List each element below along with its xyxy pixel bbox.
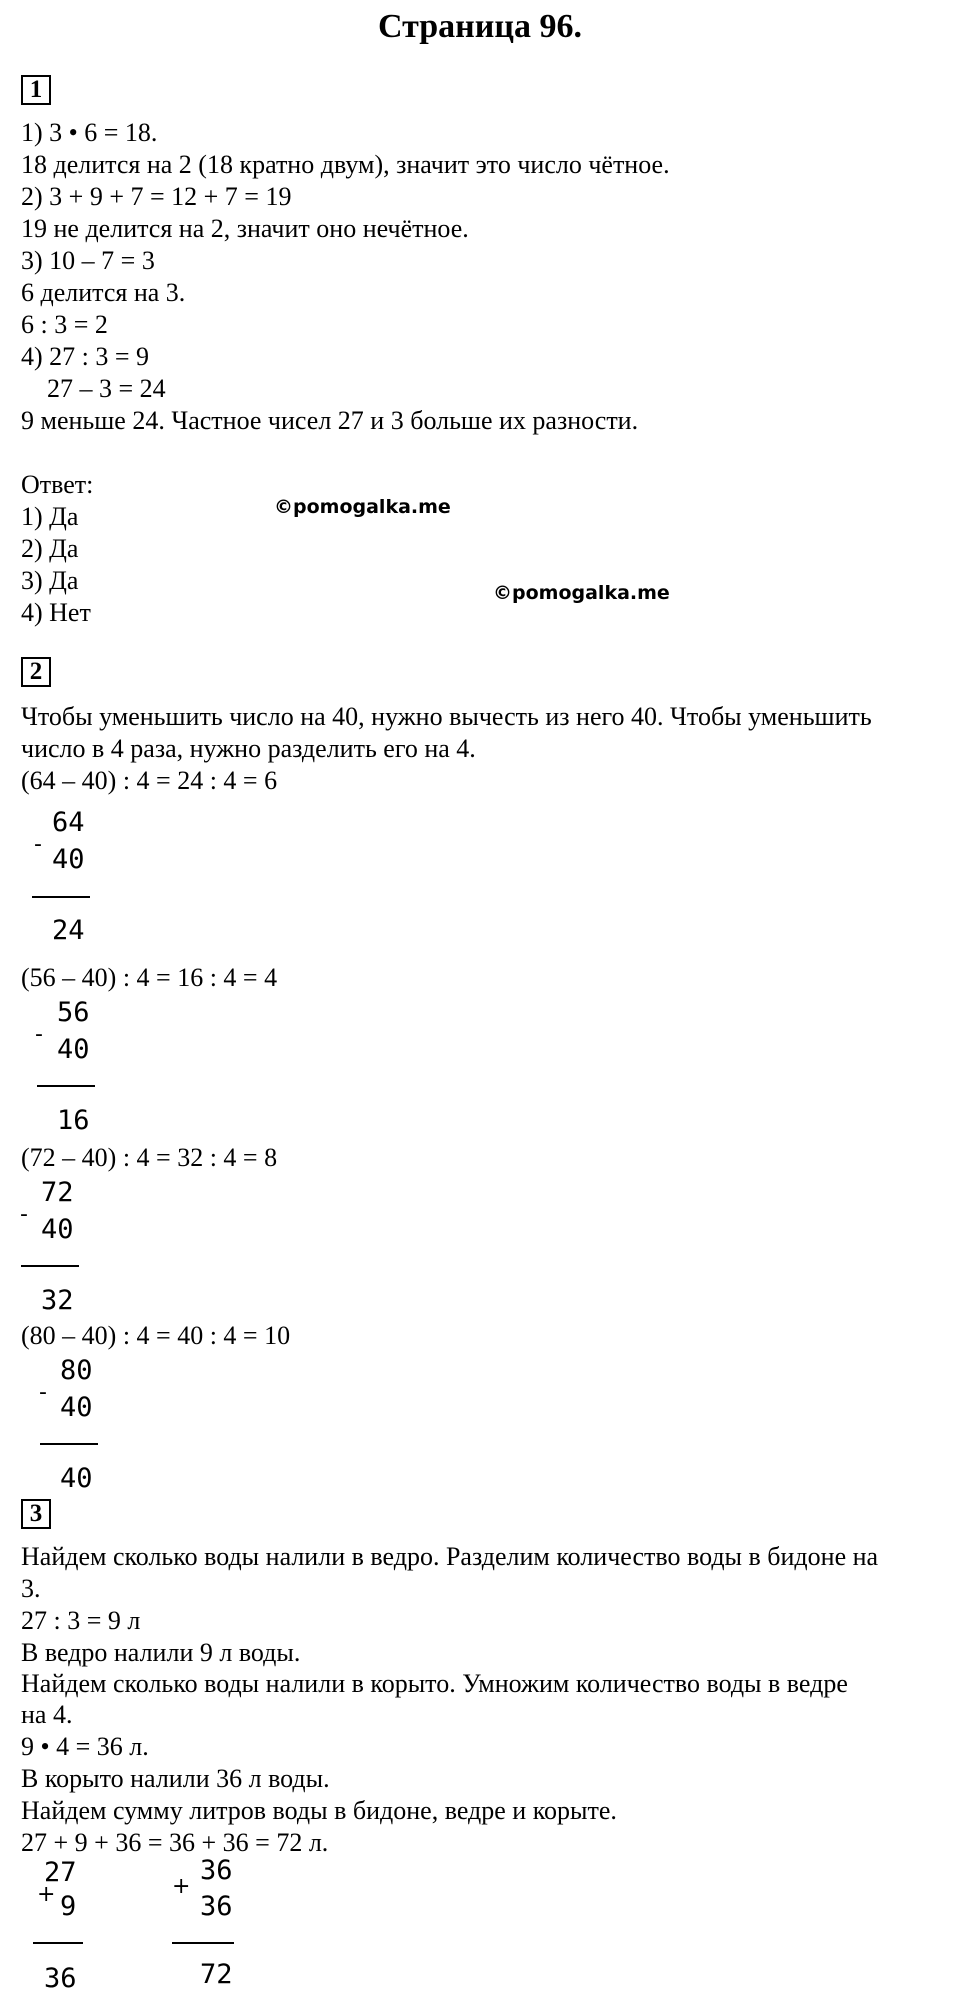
expression: (80 – 40) : 4 = 40 : 4 = 10 bbox=[21, 1321, 291, 1350]
task1-line: 1) 3 • 6 = 18. bbox=[21, 118, 158, 147]
answer-item: 3) Да bbox=[21, 566, 79, 595]
column-rule bbox=[37, 1085, 95, 1087]
task1-line: 4) 27 : 3 = 9 bbox=[21, 342, 150, 371]
task3-line: Найдем сколько воды налили в ведро. Разделим количество воды в бидоне на bbox=[21, 1542, 879, 1571]
task1-line: 6 делится на 3. bbox=[21, 278, 186, 307]
task1-line: 3) 10 – 7 = 3 bbox=[21, 246, 155, 275]
column-rule bbox=[32, 896, 90, 898]
difference: 40 bbox=[60, 1463, 93, 1494]
task3-line: Найдем сумму литров воды в бидоне, ведре и корыте. bbox=[21, 1796, 617, 1825]
task1-line: 18 делится на 2 (18 кратно двум), значит это число чётное. bbox=[21, 150, 670, 179]
task-number-2: 2 bbox=[21, 657, 51, 687]
watermark: ©pomogalka.me bbox=[274, 496, 451, 518]
subtrahend: 40 bbox=[41, 1214, 74, 1245]
task1-line: 2) 3 + 9 + 7 = 12 + 7 = 19 bbox=[21, 182, 292, 211]
answer-item: 2) Да bbox=[21, 534, 79, 563]
expression: (64 – 40) : 4 = 24 : 4 = 6 bbox=[21, 766, 278, 795]
task1-line: 27 – 3 = 24 bbox=[47, 374, 166, 403]
minus-sign: - bbox=[34, 832, 42, 857]
subtrahend: 40 bbox=[60, 1392, 93, 1423]
task2-text: число в 4 раза, нужно разделить его на 4. bbox=[21, 734, 476, 763]
watermark: ©pomogalka.me bbox=[493, 582, 670, 604]
minus-sign: - bbox=[35, 1022, 43, 1047]
sum: 36 bbox=[44, 1963, 77, 1994]
task-number-1: 1 bbox=[21, 75, 51, 105]
addend: 9 bbox=[60, 1891, 77, 1922]
minuend: 80 bbox=[60, 1355, 93, 1386]
subtrahend: 40 bbox=[52, 844, 85, 875]
difference: 16 bbox=[57, 1105, 90, 1136]
task3-line: на 4. bbox=[21, 1700, 73, 1729]
plus-sign: + bbox=[37, 1882, 56, 1907]
task3-line: 27 : 3 = 9 л bbox=[21, 1606, 141, 1635]
task3-line: 9 • 4 = 36 л. bbox=[21, 1732, 149, 1761]
minuend: 64 bbox=[52, 807, 85, 838]
answer-item: 1) Да bbox=[21, 502, 79, 531]
plus-sign: + bbox=[172, 1874, 191, 1899]
task1-line: 9 меньше 24. Частное чисел 27 и 3 больше их разности. bbox=[21, 406, 639, 435]
expression: (72 – 40) : 4 = 32 : 4 = 8 bbox=[21, 1143, 278, 1172]
answer-label: Ответ: bbox=[21, 470, 94, 499]
task3-line: 3. bbox=[21, 1574, 41, 1603]
task2-text: Чтобы уменьшить число на 40, нужно вычесть из него 40. Чтобы уменьшить bbox=[21, 702, 872, 731]
column-rule bbox=[21, 1265, 79, 1267]
column-rule bbox=[33, 1942, 83, 1944]
task-number-3: 3 bbox=[21, 1499, 51, 1529]
sum: 72 bbox=[200, 1959, 233, 1990]
addend: 27 bbox=[44, 1857, 77, 1888]
task1-line: 19 не делится на 2, значит оно нечётное. bbox=[21, 214, 469, 243]
addend: 36 bbox=[200, 1891, 233, 1922]
task3-line: В корыто налили 36 л воды. bbox=[21, 1764, 330, 1793]
column-rule bbox=[172, 1942, 234, 1944]
minuend: 72 bbox=[41, 1177, 74, 1208]
answer-item: 4) Нет bbox=[21, 598, 91, 627]
page-title: Страница 96. bbox=[378, 8, 582, 45]
task3-line: 27 + 9 + 36 = 36 + 36 = 72 л. bbox=[21, 1828, 329, 1857]
column-rule bbox=[40, 1443, 98, 1445]
task1-line: 6 : 3 = 2 bbox=[21, 310, 108, 339]
expression: (56 – 40) : 4 = 16 : 4 = 4 bbox=[21, 963, 278, 992]
minuend: 56 bbox=[57, 997, 90, 1028]
difference: 24 bbox=[52, 915, 85, 946]
addend: 36 bbox=[200, 1855, 233, 1886]
difference: 32 bbox=[41, 1285, 74, 1316]
task3-line: Найдем сколько воды налили в корыто. Умножим количество воды в ведре bbox=[21, 1669, 848, 1698]
minus-sign: - bbox=[39, 1380, 47, 1405]
subtrahend: 40 bbox=[57, 1034, 90, 1065]
task3-line: В ведро налили 9 л воды. bbox=[21, 1638, 301, 1667]
minus-sign: - bbox=[20, 1202, 28, 1227]
